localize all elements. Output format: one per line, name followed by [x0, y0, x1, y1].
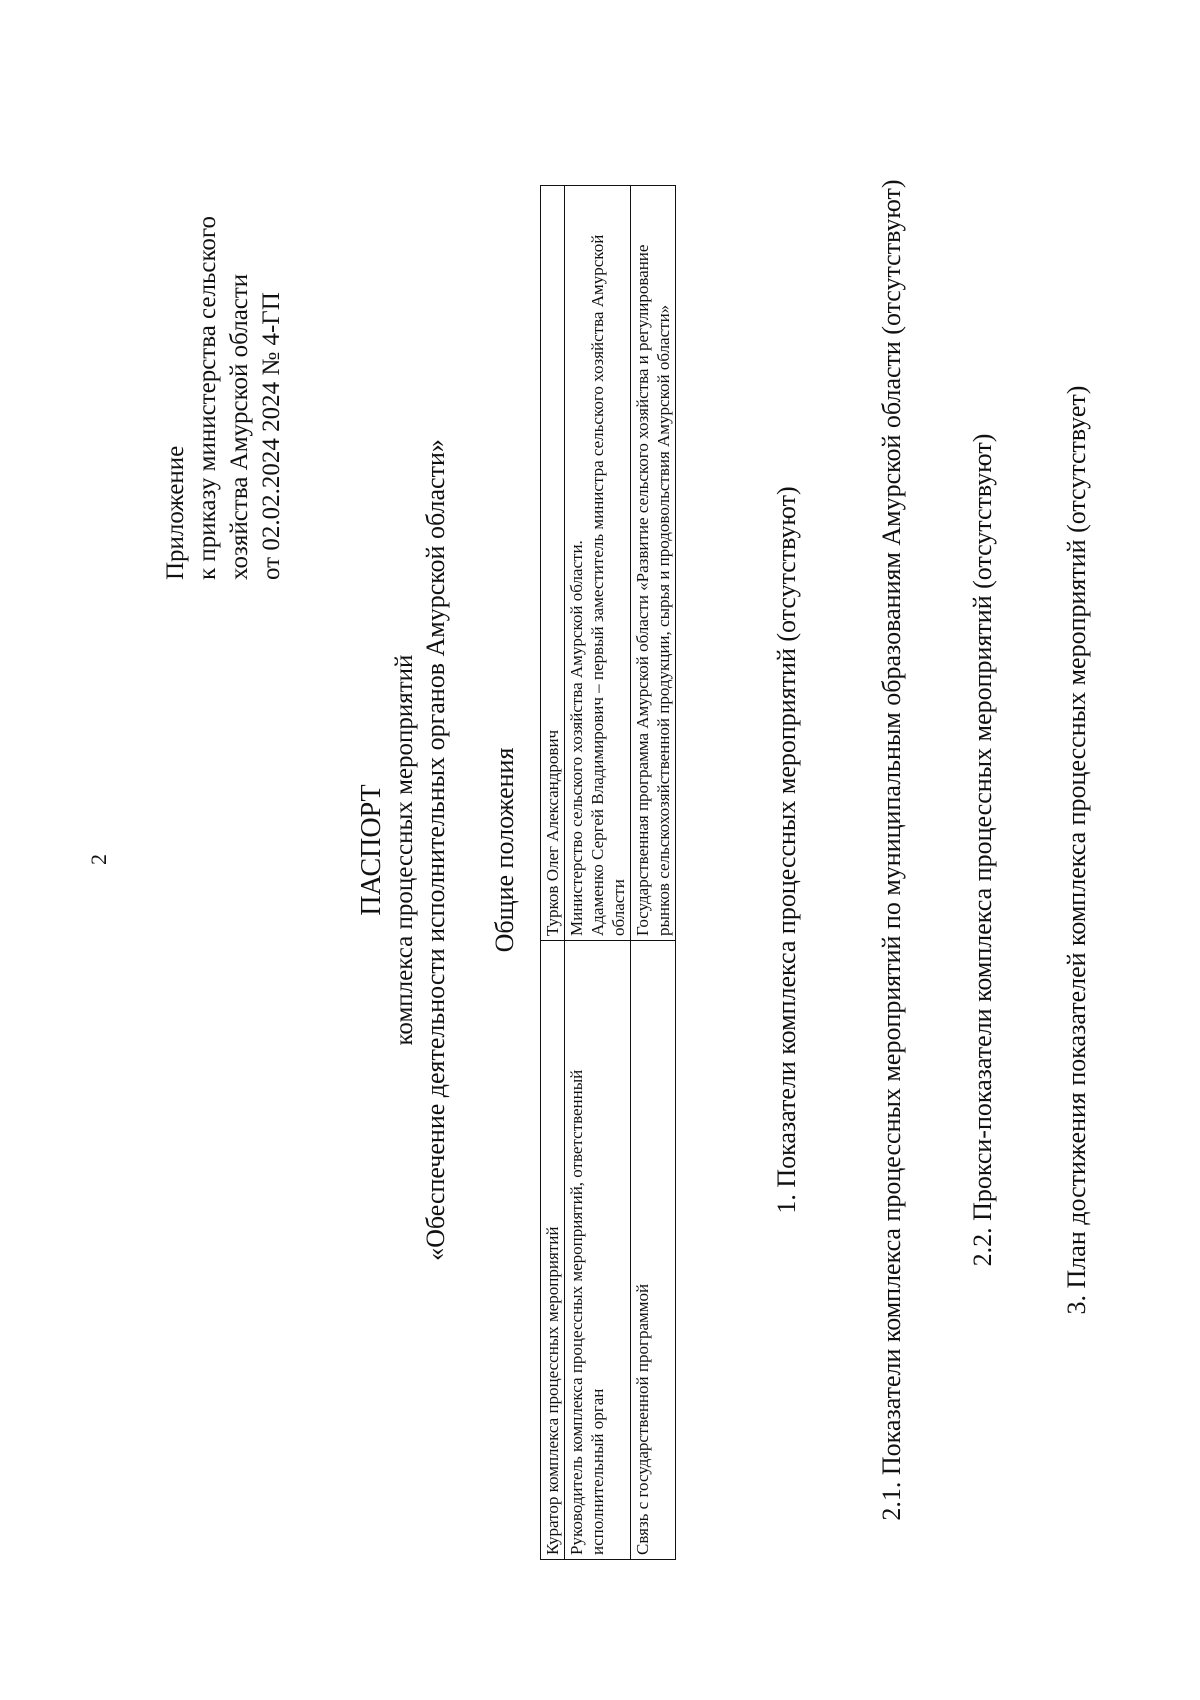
section-heading-1: 1. Показатели комплекса процессных мероприятий (отсутствуют) — [772, 486, 801, 1214]
title-name: «Обеспечение деятельности исполнительных органов Амурской области» — [421, 439, 450, 1261]
section-heading-3: 3. План достижения показателей комплекса процессных мероприятий (отсутствует) — [1062, 385, 1091, 1315]
row-label: Куратор комплекса процессных мероприятий — [541, 941, 565, 1560]
row-label: Руководитель комплекса процессных мероприятий, ответственный исполнительный орган — [565, 941, 631, 1560]
row-value — [631, 186, 676, 941]
row-value-line: Государственная программа Амурской области «Развитие сельского хозяйства и регулирование рынков сельскохозяйственной продукции, сырья и продовольствия Амурской области» — [633, 244, 673, 936]
row-label: Связь с государственной программой — [631, 941, 676, 1560]
appendix-line: хозяйства Амурской области — [226, 273, 253, 580]
title-sub: комплекса процессных мероприятий — [391, 654, 418, 1046]
row-value-line: Министерство сельского хозяйства Амурской области. — [567, 540, 586, 936]
table-row — [541, 186, 565, 1560]
page-number: 2 — [86, 854, 111, 865]
title-main: ПАСПОРТ — [356, 784, 387, 916]
row-value — [565, 186, 631, 941]
appendix-line: от 02.02.2024 2024 № 4-ГП — [258, 292, 285, 580]
section-heading-2-2: 2.2. Прокси-показатели комплекса процессных мероприятий (отсутствуют) — [968, 433, 997, 1267]
document-title — [355, 0, 452, 1700]
table-row — [631, 186, 676, 1560]
appendix-block — [160, 216, 288, 580]
appendix-line: Приложение — [162, 445, 189, 580]
info-table — [540, 185, 676, 1560]
row-value — [541, 186, 565, 941]
table-row — [565, 186, 631, 1560]
general-section-heading: Общие положения — [490, 747, 519, 953]
row-value-line: Адаменко Сергей Владимирович – первый заместитель министра сельского хозяйства Амурской области — [588, 234, 628, 936]
section-heading-2-1: 2.1. Показатели комплекса процессных мероприятий по муниципальным образованиям Амурской области (отсутствуют) — [877, 179, 906, 1521]
row-value-line: Турков Олег Александрович — [543, 729, 562, 936]
appendix-line: к приказу министерства сельского — [194, 215, 221, 580]
